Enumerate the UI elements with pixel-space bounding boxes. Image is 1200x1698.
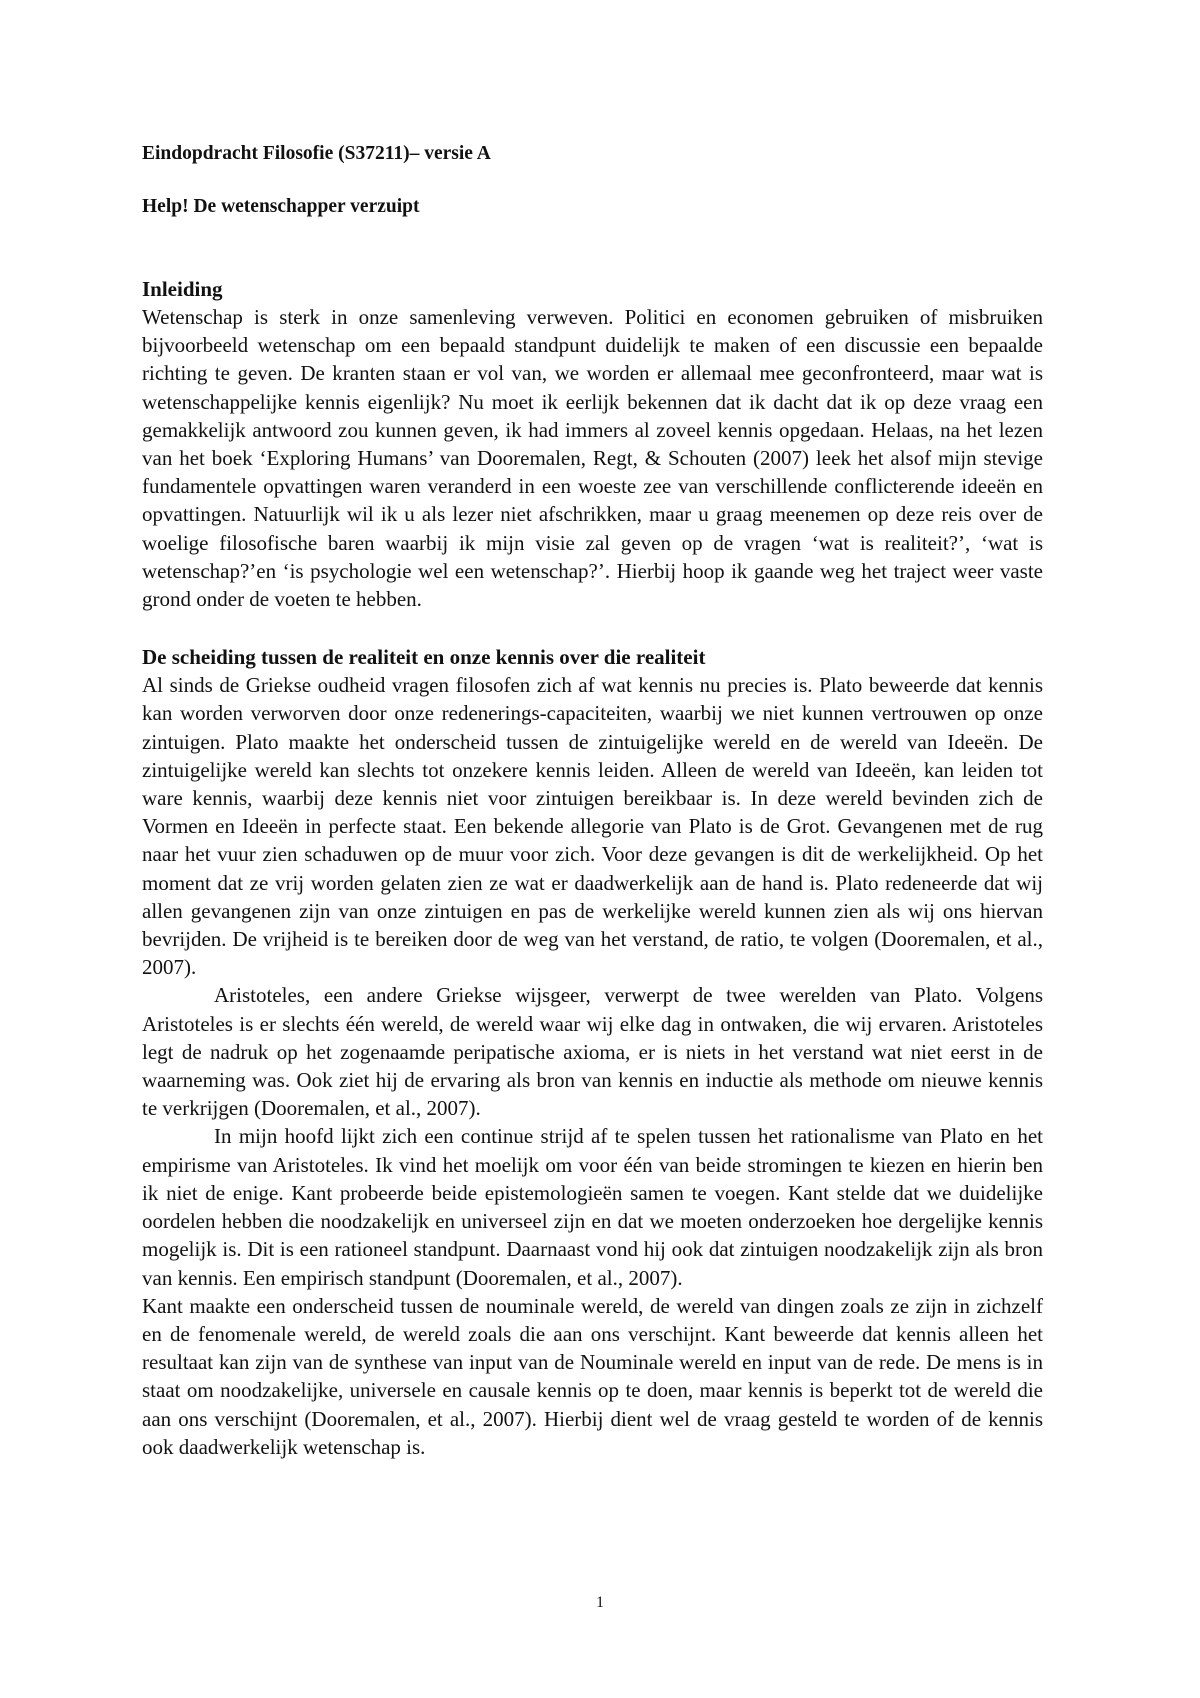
section-heading: Inleiding [142,277,223,301]
page-number: 1 [596,1594,604,1611]
section-heading: De scheiding tussen de realiteit en onze kennis over die realiteit [142,645,706,670]
section-realiteit [142,643,1043,1461]
paragraph: Aristoteles, een andere Griekse wijsgeer, verwerpt de twee werelden van Plato. Volgens Aristoteles is er slechts één wereld, de wereld waar wij elke dag in ontwaken, die wij ervaren. Aristoteles legt de nadruk op het zogenaamde peripatische axioma, er is niets in het verstand wat niet eerst in de waarneming was. Ook ziet hij de ervaring als bron van kennis en inductie als methode om nieuwe kennis te verkrijgen (Dooremalen, et al., 2007). [142,983,1043,1121]
document-title: Eindopdracht Filosofie (S37211)– versie A [142,143,491,164]
paragraph: Wetenschap is sterk in onze samenleving verweven. Politici en economen gebruiken of misbruiken bijvoorbeeld wetenschap om een bepaald standpunt duidelijk te maken of een discussie een bepaalde richting te geven. De kranten staan er vol van, we worden er allemaal mee geconfronteerd, maar wat is wetenschappelijke kennis eigenlijk? Nu moet ik eerlijk bekennen dat ik dacht dat ik op deze vraag een gemakkelijk antwoord zou kunnen geven, ik had immers al zoveel kennis opgedaan. Helaas, na het lezen van het boek ‘Exploring Humans’ van Dooremalen, Regt, & Schouten (2007) leek het alsof mijn stevige fundamentele opvattingen waren veranderd in een woeste zee van verschillende conflicterende ideeën en opvattingen. Natuurlijk wil ik u als lezer niet afschrikken, maar u graag meenemen op deze reis over de woelige filosofische baren waarbij ik mijn visie zal geven op de vragen ‘wat is realiteit?’, ‘wat is wetenschap?’en ‘is psychologie wel een wetenschap?’. Hierbij hoop ik gaande weg het traject weer vaste grond onder de voeten te hebben. [142,305,1043,612]
paragraph: In mijn hoofd lijkt zich een continue strijd af te spelen tussen het rationalisme van Plato en het empirisme van Aristoteles. Ik vind het moelijk om voor één van beide stromingen te kiezen en hierin ben ik niet de enige. Kant probeerde beide epistemologieën samen te voegen. Kant stelde dat we duidelijke oordelen hebben die noodzakelijk en universeel zijn en dat we moeten onderzoeken hoe dergelijke kennis mogelijk is. Dit is een rationeel standpunt. Daarnaast vond hij ook dat zintuigen noodzakelijk zijn als bron van kennis. Een empirisch standpunt (Dooremalen, et al., 2007). [142,1124,1043,1290]
paragraph: Kant maakte een onderscheid tussen de nouminale wereld, de wereld van dingen zoals ze zijn in zichzelf en de fenomenale wereld, de wereld zoals die aan ons verschijnt. Kant beweerde dat kennis alleen het resultaat kan zijn van de synthese van input van de Nouminale wereld en input van de rede. De mens is in staat om noodzakelijke, universele en causale kennis op te doen, maar kennis is beperkt tot de wereld die aan ons verschijnt (Dooremalen, et al., 2007). Hierbij dient wel de vraag gesteld te worden of de kennis ook daadwerkelijk wetenschap is. [142,1293,1043,1459]
document-subtitle: Help! De wetenschapper verzuipt [142,196,420,217]
section-inleiding [142,275,1043,613]
document-page [142,140,1043,1461]
paragraph: Al sinds de Griekse oudheid vragen filosofen zich af wat kennis nu precies is. Plato beweerde dat kennis kan worden verworven door onze redenerings-capaciteiten, waarbij we niet kunnen vertrouwen op onze zintuigen. Plato maakte het onderscheid tussen de zintuigelijke wereld en de wereld van Ideeën. De zintuigelijke wereld kan slechts tot onzekere kennis leiden. Alleen de wereld van Ideeën, kan leiden tot ware kennis, waarbij deze kennis niet voor zintuigen bereikbaar is. In deze wereld bevinden zich de Vormen en Ideeën in perfecte staat. Een bekende allegorie van Plato is de Grot. Gevangenen met de rug naar het vuur zien schaduwen op de muur voor zich. Voor deze gevangen is dit de werkelijkheid. Op het moment dat ze vrij worden gelaten zien ze wat er daadwerkelijk aan de hand is. Plato redeneerde dat wij allen gevangenen zijn van onze zintuigen en pas de werkelijke wereld kunnen zien als wij ons hiervan bevrijden. De vrijheid is te bereiken door de weg van het verstand, de ratio, te volgen (Dooremalen, et al., 2007). [142,673,1043,980]
